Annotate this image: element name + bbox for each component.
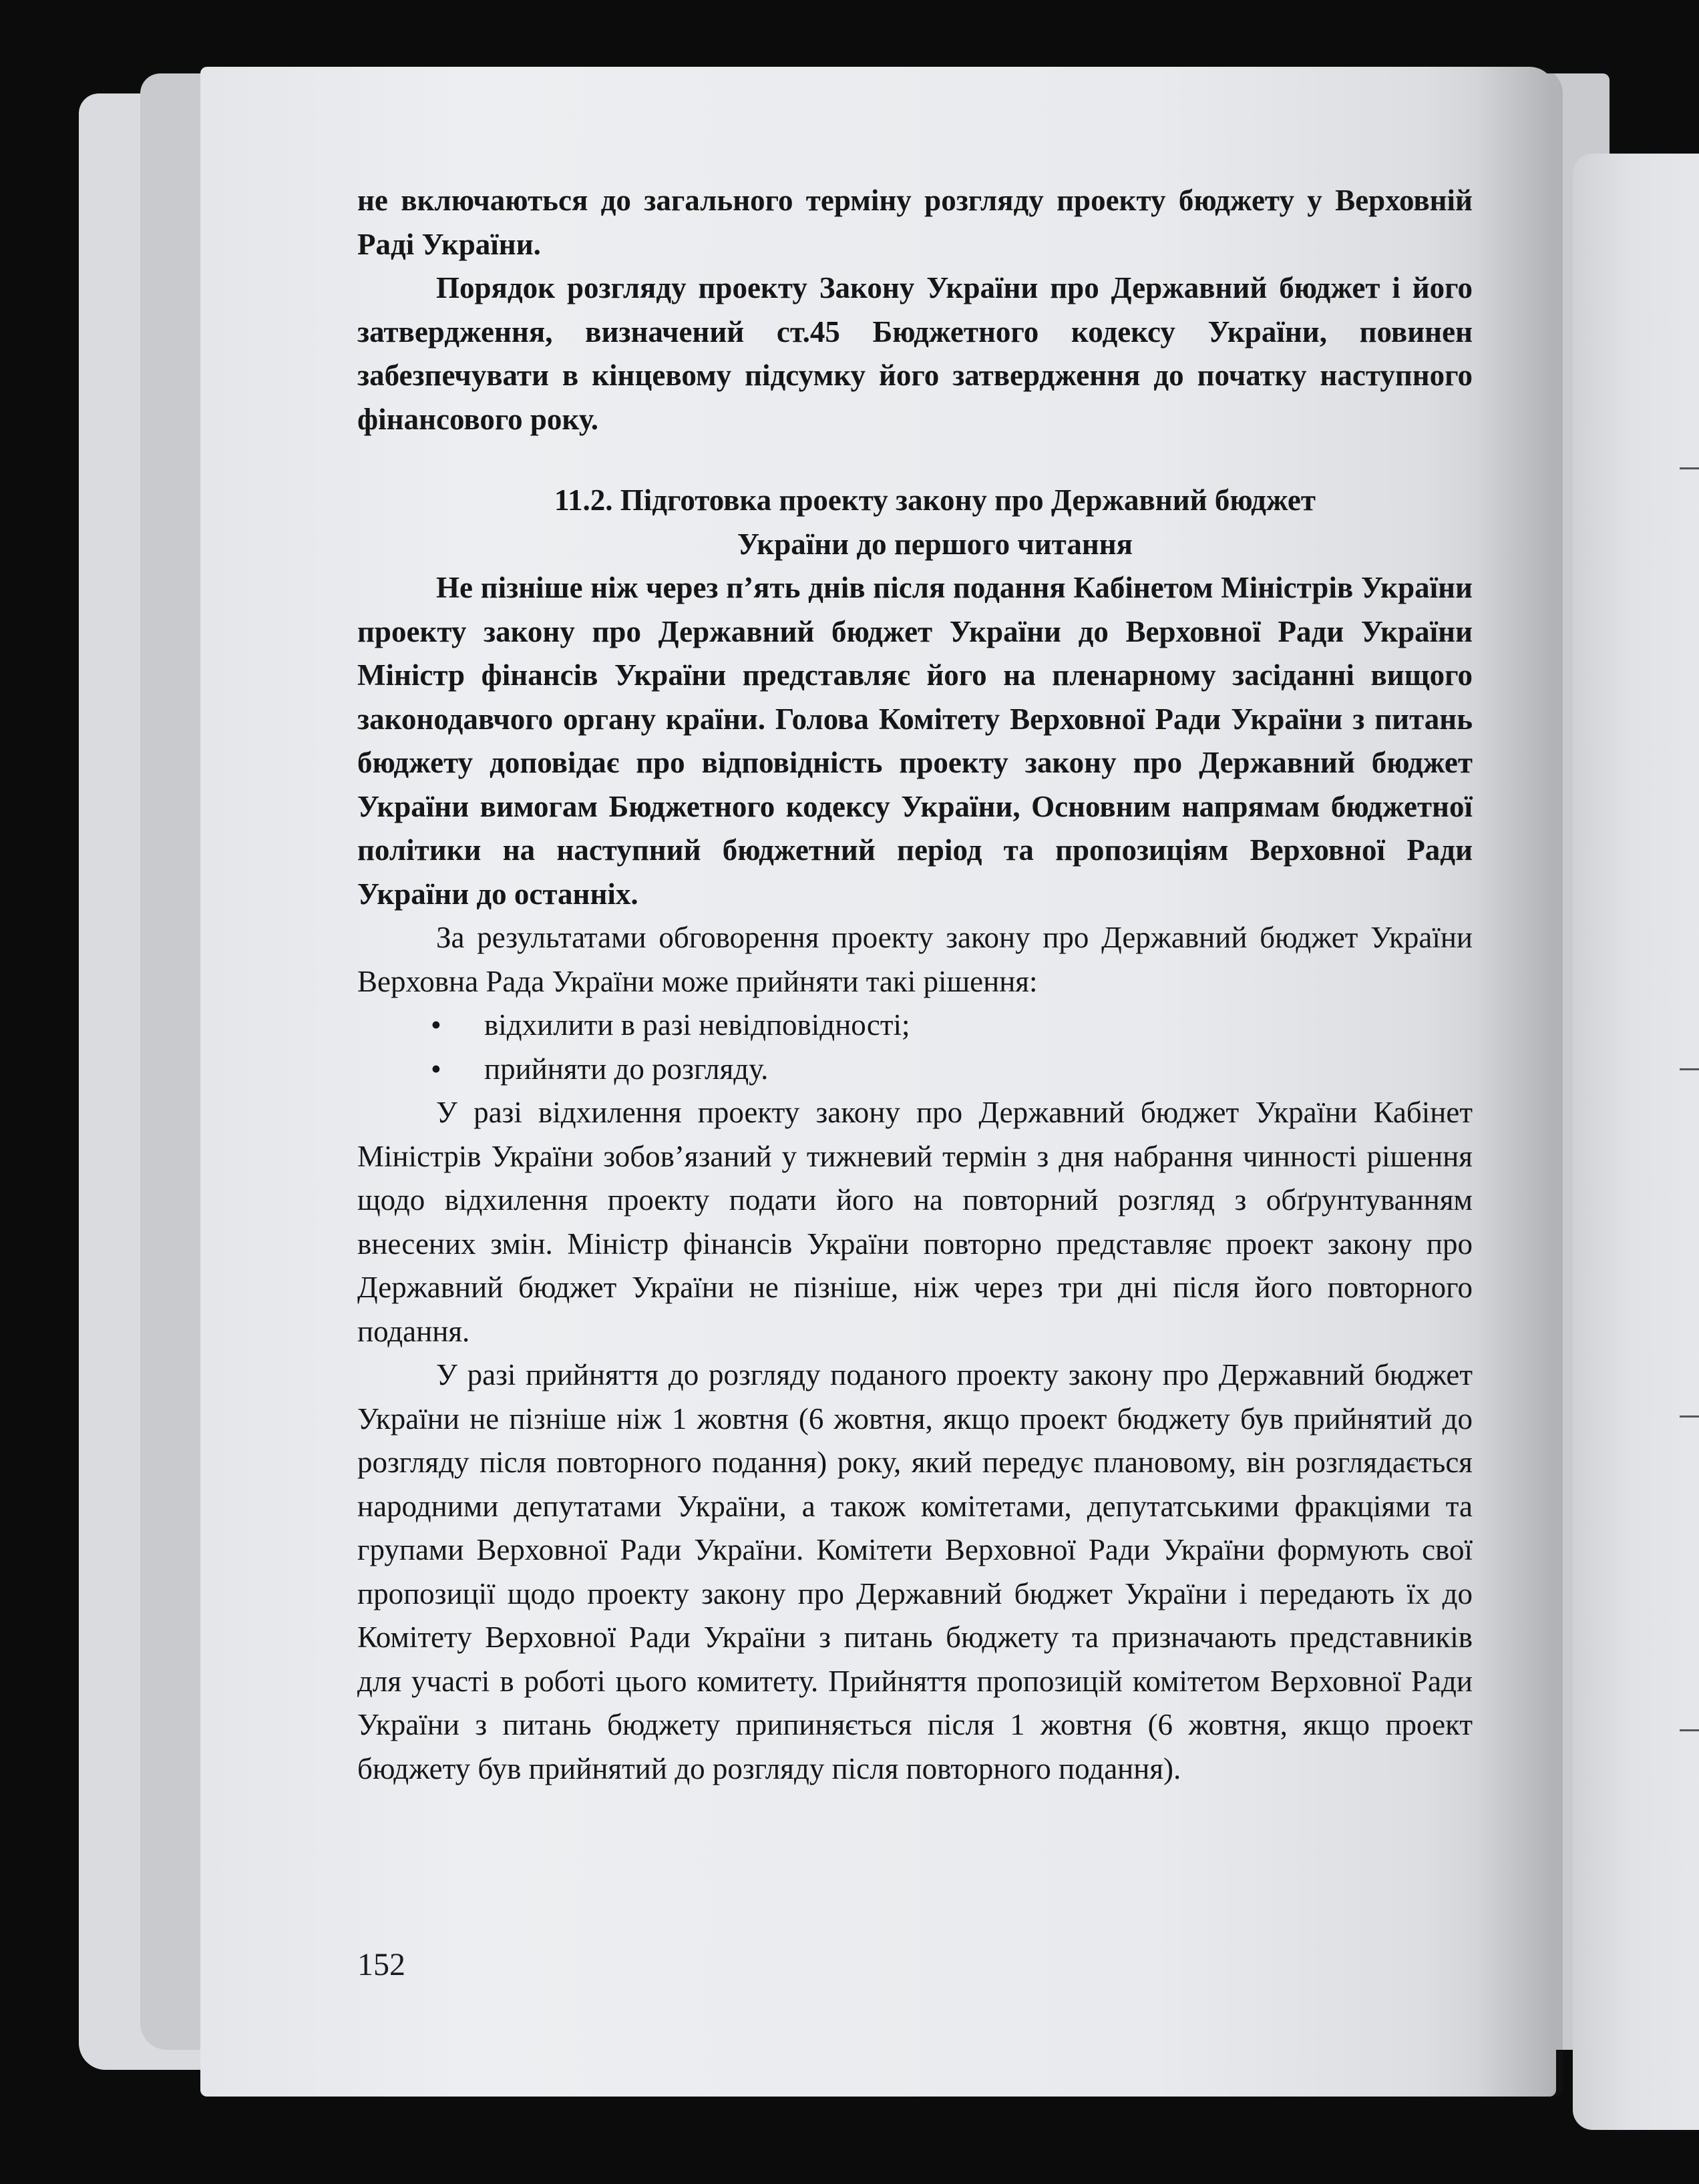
facing-page-rule: [1680, 1415, 1699, 1417]
paragraph-continued: не включаються до загального терміну розгляду проекту бюджету у Верховній Раді України.: [357, 184, 1473, 261]
list-item: • прийняти до розгляду.: [431, 1048, 1473, 1092]
paragraph-acceptance: У разі прийняття до розгляду поданого проекту закону про Державний бюджет України не пізніше ніж 1 жовтня (6 жовтня, якщо проект бюджету був прийнятий до розгляду після повторного подання) року, який передує плановому, він розглядається народними депутатами України, а також комітетами, депутатськими фракціями та групами Верховної Ради України. Комітети Верховної Ради України формують свої пропозиції щодо проекту закону про Державний бюджет України і передають їх до Комітету Верховної Ради України з питань бюджету та призначають представників для участі в роботі цього комитету. Прийняття пропозицій комітетом Верховної Ради України з питань бюджету припиняється після 1 жовтня (6 жовтня, якщо проект бюджету був прийнятий до розгляду після повторного подання).: [357, 1358, 1473, 1785]
section-heading-line-2: України до першого читання: [737, 527, 1133, 561]
facing-page-rule: [1680, 1729, 1699, 1731]
decision-list: [357, 1004, 1473, 1091]
paragraph-decisions: За результатами обговорення проекту закону про Державний бюджет України Верховна Рада України може прийняти такі рішення:: [357, 921, 1473, 998]
spine-shadow: [1476, 67, 1563, 2097]
page-text: [357, 179, 1473, 1791]
facing-page-rule: [1680, 467, 1699, 469]
section-heading-line-1: 11.2. Підготовка проекту закону про Державний бюджет: [554, 483, 1316, 517]
paragraph-presentation: Не пізніше ніж через п’ять днів після подання Кабінетом Міністрів України проекту закону про Державний бюджет України до Верховної Ради України Міністр фінансів України представляє його на пленарному засіданні вищого законодавчого органу країни. Голова Комітету Верховної Ради України з питань бюджету доповідає про відповідність проекту закону про Державний бюджет України вимогам Бюджетного кодексу України, Основним напрямам бюджетної політики на наступний бюджетний період та пропозиціям Верховної Ради України до останніх.: [357, 571, 1473, 911]
list-item: • відхилити в разі невідповідності;: [431, 1004, 1473, 1048]
section-heading: [357, 479, 1473, 566]
facing-page: [1573, 154, 1699, 2130]
page-number: 152: [357, 1947, 405, 1982]
facing-page-rule: [1680, 1068, 1699, 1070]
paragraph-rejection: У разі відхилення проекту закону про Державний бюджет України Кабінет Міністрів України зобов’язаний у тижневий термін з дня набрання чинності рішення щодо відхилення проекту подати його на повторний розгляд з обґрунтуванням внесених змін. Міністр фінансів України повторно представляє проект закону про Державний бюджет України не пізніше, ніж через три дні після його повторного подання.: [357, 1096, 1473, 1348]
paragraph-procedure: Порядок розгляду проекту Закону України про Державний бюджет і його затвердження, визначений ст.45 Бюджетного кодексу України, повинен забезпечувати в кінцевому підсумку його затвердження до початку наступного фінансового року.: [357, 271, 1473, 436]
